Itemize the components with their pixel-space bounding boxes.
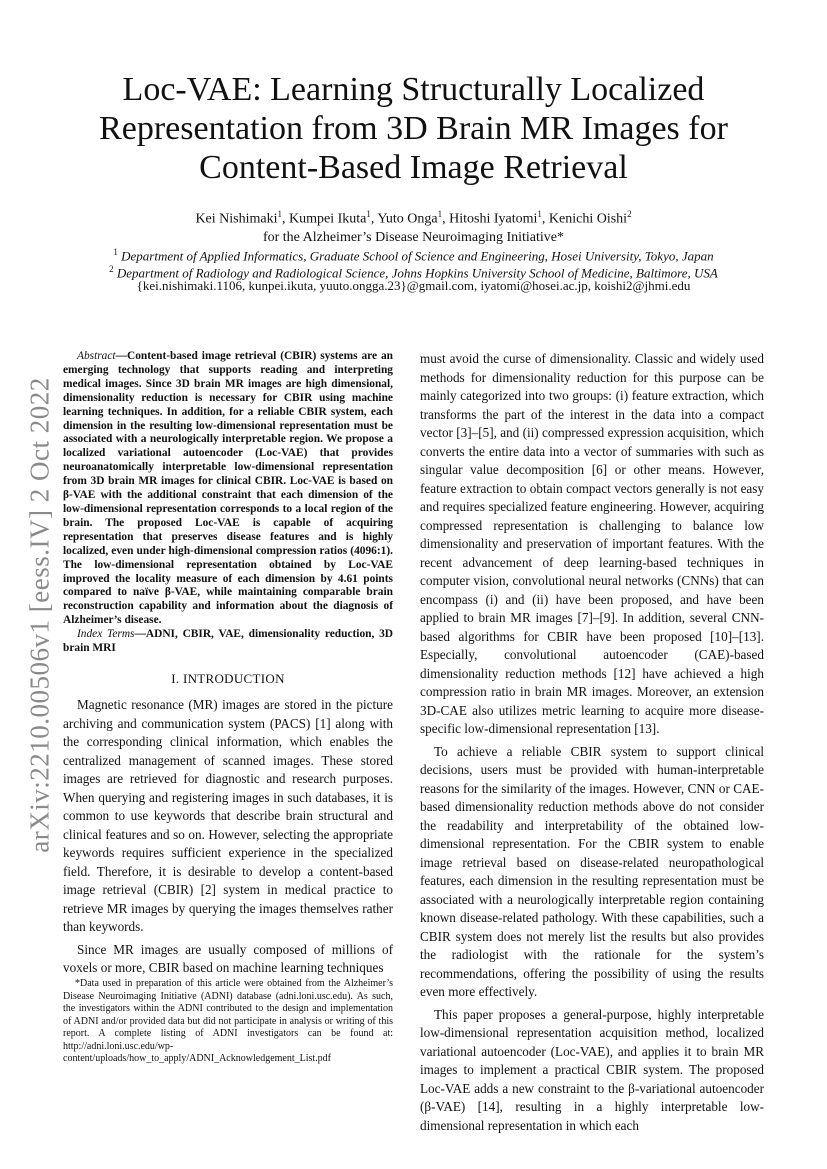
section-heading-introduction: I. INTRODUCTION: [171, 670, 285, 686]
affiliation-2-text: Department of Radiology and Radiological Science, Johns Hopkins University School of Medicine, Baltimore, USA: [116, 265, 718, 281]
author-emails: {kei.nishimaki.1106, kunpei.ikuta, yuuto.ongga.23}@gmail.com, iyatomi@hosei.ac.jp, koishi2@jhmi.edu: [136, 278, 691, 293]
abstract: [63, 350, 393, 628]
author-block: [60, 205, 767, 247]
right-paragraph-2: To achieve a reliable CBIR system to support clinical decisions, users must be provided with human-interpretable reasons for the similarity of the images. However, CNN or CAE-based dimensionality reduction methods above do not consider the readability and interpretability of the obtained low-dimensional representation. For the CBIR system to enable image retrieval based on disease-related neuropathological features, each dimension in the resulting representation must be associated with a neurologically interpretable region containing known disease-related pathology. With these capabilities, such a CBIR system does not merely list the results but also provides the radiologist with the rationale for the system’s recommendations, offering the possibility of using the results even more effectively.: [420, 743, 764, 999]
left-paragraph-1: Magnetic resonance (MR) images are stored in the picture archiving and communication system (PACS) [1] along with the corresponding clinical information, which enables the centralized management of scanned images. These stored images are retrieved for diagnostic and research purposes. When querying and registering images in such databases, it is common to use keywords that describe brain structural and clinical features and so on. However, selecting the appropriate keywords requires sufficient experience in the specialized field. Therefore, it is desirable to develop a content-based image retrieval (CBIR) [2] system in medical practice to retrieve MR images by querying the images themselves rather than keywords.: [63, 697, 393, 935]
index-terms-lead: Index Terms: [77, 628, 135, 641]
index-terms-text: —ADNI, CBIR, VAE, dimensionality reduction, 3D brain MRI: [63, 628, 393, 655]
author-consortium: for the Alzheimer’s Disease Neuroimaging Initiative*: [262, 229, 565, 245]
arxiv-identifier-stamp: [10, 370, 70, 860]
right-column: [420, 350, 764, 1135]
author-affiliation-mark: 1: [537, 209, 542, 219]
affiliation-1-text: Department of Applied Informatics, Graduate School of Science and Engineering, Hosei University, Tokyo, Japan: [121, 248, 714, 264]
author-name: Yuto Onga: [377, 211, 438, 227]
affiliation-2-mark: 2: [109, 264, 114, 274]
author-list: Kei Nishimaki$^1$, Kumpei Ikuta$^1$, Yuto Onga$^1$, Hitoshi Iyatomi$^1$, Kenichi Oishi$^2$: [195, 209, 632, 227]
right-paragraph-3: This paper proposes a general-purpose, highly interpretable low-dimensional representation acquisition method, localized variational autoencoder (Loc-VAE), and applies it to brain MR images to implement a practical CBIR system. The proposed Loc-VAE adds a new constraint to the β-variational autoencoder (β-VAE) [14], resulting in a highly interpretable low-dimensional representation in which each: [420, 1006, 764, 1133]
author-name: Kenichi Oishi: [548, 211, 628, 227]
author-affiliation-mark: 1: [277, 209, 282, 219]
paper-title: Loc-VAE: Learning Structurally Localized Representation from 3D Brain MR Images for Content-Based Image Retrieval: [99, 71, 728, 186]
author-affiliation-mark: 1: [366, 209, 371, 219]
abstract-text: —Content-based image retrieval (CBIR) systems are an emerging technology that supports reading and interpreting medical images. Since 3D brain MR images are high dimensional, dimensionality reduction is necessary for CBIR using machine learning techniques. In addition, for a reliable CBIR system, each dimension in the resulting low-dimensional representation must be associated with a neurologically interpretable region. We propose a localized variational autoencoder (Loc-VAE) that provides neuroanatomically interpretable low-dimensional representation from 3D brain MR images for clinical CBIR. Loc-VAE is based on β-VAE with the additional constraint that each dimension of the low-dimensional representation corresponds to a local region of the brain. The proposed Loc-VAE is capable of acquiring representation that preserves disease features and is highly localized, even under high-dimensional compression ratios (4096:1). The low-dimensional representation obtained by Loc-VAE improved the locality measure of each dimension by 4.61 points compared to naïve β-VAE, while maintaining comparable brain reconstruction capability and information about the diagnosis of Alzheimer’s disease.: [63, 350, 393, 627]
right-paragraph-1: must avoid the curse of dimensionality. Classic and widely used methods for dimensionality reduction for this purpose can be mainly categorized into two groups: (i) feature extraction, which transforms the part of the interest in the data into a compact vector [3]–[5], and (ii) compressed expression acquisition, which converts the entire data into a vector of summaries with such as singular value decomposition [6] or other means. However, feature extraction to obtain compact vectors generally is not easy and requires specialized feature engineering. However, acquiring compressed representation is challenging to balance low dimensionality and preservation of important features. With the recent advancement of deep learning-based techniques in computer vision, convolutional neural networks (CNNs) that can encompass (i) and (ii) have been proposed, and have been applied to brain MR images [7]–[9]. In addition, several CNN-based algorithms for CBIR have been proposed [10]–[13]. Especially, convolutional autoencoder (CAE)-based dimensionality reduction methods [12] have achieved a high compression ratio in brain MR images. Moreover, an extension 3D-CAE also utilizes metric learning to acquire more disease-specific low-dimensional representation [13].: [420, 351, 764, 736]
arxiv-identifier-text: arXiv:2210.00506v1 [eess.IV] 2 Oct 2022: [24, 377, 55, 853]
abstract-lead: Abstract: [77, 350, 116, 362]
left-paragraph-2: Since MR images are usually composed of millions of voxels or more, CBIR based on machine learning techniques: [63, 941, 393, 976]
footnote: [63, 978, 393, 1066]
left-column: [63, 350, 393, 978]
affiliation-1-mark: 1: [113, 247, 118, 257]
author-affiliation-mark: 2: [627, 209, 632, 219]
author-name: Kumpei Ikuta: [288, 211, 367, 227]
footnote-text: *Data used in preparation of this article were obtained from the Alzheimer’s Disease Neuroimaging Initiative (ADNI) database (adni.loni.usc.edu). As such, the investigators within the ADNI contributed to the design and implementation of ADNI and/or provided data but did not participate in analysis or writing of this report. A complete listing of ADNI investigators can be found at: http://adni.loni.usc.edu/wp-content/uploads/how_to_apply/ADNI_Acknowledgement_List.pdf: [63, 978, 393, 1064]
index-terms: [63, 628, 393, 656]
author-name: Hitoshi Iyatomi: [449, 211, 538, 227]
author-affiliation-mark: 1: [437, 209, 443, 219]
author-name: Kei Nishimaki: [195, 211, 278, 227]
